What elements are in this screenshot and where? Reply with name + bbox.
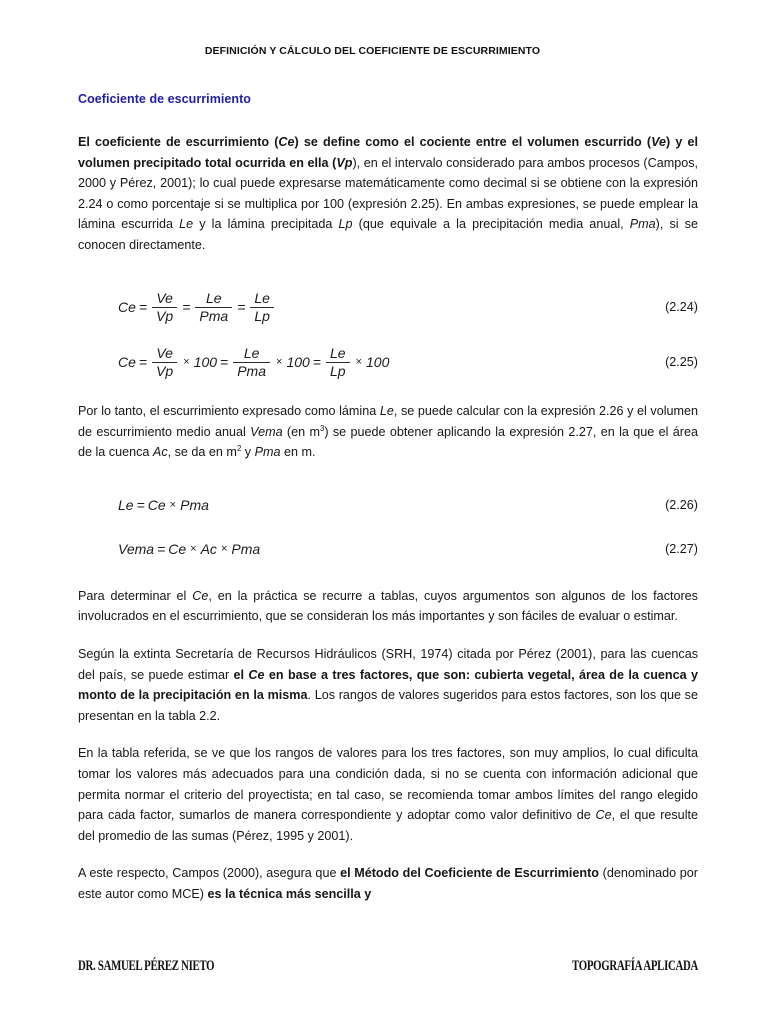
text-run: ) y el volumen precipitado total ocurrida en ella ( <box>78 135 698 170</box>
text-run: ), en el intervalo considerado para ambos procesos (Campos, 2000 y Pérez, 2001); lo cual puede expresarse matemáticamente como decimal si se obtiene con la expresión 2.24 o como porcentaje si se multiplica por 100 (expresión 2.25). En ambas expresiones, se puede emplear la lámina escurrida <box>78 155 698 232</box>
multiply-sign: × <box>355 356 362 369</box>
text-run: Según la extinta Secretaría de Recursos Hidráulicos (SRH, 1974) citada por Pérez (2001), para las cuencas del país, se puede estimar <box>78 646 698 682</box>
text-run: ), si se conocen directamente. <box>78 217 698 252</box>
text-run: ) se define como el cociente entre el volumen escurrido ( <box>294 135 652 149</box>
paragraph-campos <box>78 863 698 904</box>
variable-ce: Ce <box>278 135 295 149</box>
footer-course: TOPOGRAFÍA APLICADA <box>571 958 698 974</box>
eq-sign: = <box>312 354 321 371</box>
fraction-ve-vp <box>152 291 177 324</box>
denominator: Vp <box>152 307 177 324</box>
text-run: Para determinar el <box>78 588 193 603</box>
eq-lhs: Le <box>118 496 134 513</box>
constant-100: 100 <box>366 354 390 371</box>
eq-term-ce: Ce <box>147 496 166 513</box>
variable-pma: Pma <box>254 445 281 460</box>
equation-2-24 <box>78 291 698 324</box>
running-header: DEFINICIÓN Y CÁLCULO DEL COEFICIENTE DE ESCURRIMIENTO <box>204 45 541 57</box>
eq-lhs: Vema <box>118 540 155 557</box>
eq-lhs: Ce <box>118 299 136 316</box>
text-run: A este respecto, Campos (2000), asegura que <box>78 866 341 881</box>
numerator: Le <box>329 344 346 361</box>
numerator: Le <box>206 289 222 306</box>
text-run: El coeficiente de escurrimiento ( <box>78 135 279 149</box>
spacer <box>78 524 698 534</box>
superscript-2: 2 <box>236 444 242 453</box>
equation-expression <box>118 291 276 324</box>
superscript-3: 3 <box>319 423 325 433</box>
bold-run: el Método del Coeficiente de Escurrimiento <box>340 866 600 881</box>
fraction-le-lp <box>326 346 350 379</box>
document-body <box>78 92 698 905</box>
text-run: Por lo tanto, el escurrimiento expresado como lámina <box>78 404 380 418</box>
text-run: , se puede calcular con la expresión 2.26 y el volumen de escurrimiento medio anual <box>78 404 698 439</box>
variable-le: Le <box>379 404 394 418</box>
text-run: (denominado por este autor como MCE) <box>78 866 699 901</box>
eq-sign: = <box>157 540 166 557</box>
text-run: el <box>233 667 249 682</box>
eq-lhs: Ce <box>118 354 136 371</box>
spacer <box>78 383 698 401</box>
variable-ce: Ce <box>595 808 612 823</box>
spacer <box>78 328 698 346</box>
text-run: ) se puede obtener aplicando la expresión 2.27, en la que el área de la cuenca <box>78 424 698 460</box>
paragraph-tablas <box>78 586 698 627</box>
variable-lp: Lp <box>338 217 353 232</box>
numerator: Ve <box>156 289 173 306</box>
variable-vema: Vema <box>250 424 283 439</box>
multiply-sign: × <box>190 542 197 555</box>
section-heading: Coeficiente de escurrimiento <box>78 92 251 106</box>
eq-sign: = <box>138 354 148 371</box>
text-run: (en m <box>282 424 320 439</box>
equation-number: (2.24) <box>665 300 698 315</box>
text-run: En la tabla referida, se ve que los rangos de valores para los tres factores, son muy amplios, lo cual dificulta tomar los valores más adecuados para una condición dada, si no se cuenta con información adicional que permita normar el criterio del proyectista; en tal caso, se recomienda tomar ambos límites del rango elegido para cada factor, sumarlos de manera correspondiente y adoptar como valor definitivo de <box>78 746 698 823</box>
equation-number: (2.25) <box>665 355 698 370</box>
text-run: (que equivale a la precipitación media anual, <box>352 217 630 232</box>
variable-ve: Ve <box>651 135 666 149</box>
paragraph-lamina <box>78 401 698 463</box>
equation-number: (2.27) <box>665 541 698 556</box>
variable-le: Le <box>179 217 194 232</box>
equation-2-26 <box>78 490 698 520</box>
fraction-le-lp <box>250 291 274 324</box>
text-run: , en la práctica se recurre a tablas, cuyos argumentos son algunos de los factores involucrados en el escurrimiento, que se consideran los más importantes y son fáciles de evaluar o estimar. <box>78 588 698 624</box>
multiply-sign: × <box>169 498 177 511</box>
fraction-ve-vp <box>152 346 177 379</box>
text-run: . Los rangos de valores sugeridos para estos factores, son los que se presentan en la tabla 2.2. <box>78 688 698 723</box>
denominator: Vp <box>152 362 177 379</box>
spacer <box>78 480 698 490</box>
multiply-sign: × <box>183 356 190 369</box>
spacer <box>78 273 698 291</box>
denominator: Pma <box>195 307 232 324</box>
numerator: Le <box>254 289 270 306</box>
equation-expression <box>118 346 389 379</box>
fraction-le-pma <box>233 346 270 379</box>
constant-100: 100 <box>286 354 310 371</box>
equation-2-25 <box>78 346 698 379</box>
denominator: Lp <box>250 307 274 324</box>
eq-term-pma: Pma <box>180 496 209 513</box>
equation-expression <box>118 541 260 557</box>
numerator: Le <box>243 344 260 361</box>
text-run: y la lámina precipitada <box>193 217 339 232</box>
paragraph-definition <box>78 132 698 256</box>
variable-ce: Ce <box>248 667 265 682</box>
multiply-sign: × <box>276 356 283 369</box>
bold-run: es la técnica más sencilla y <box>207 886 372 901</box>
text-run: y <box>241 445 255 460</box>
eq-term-ac: Ac <box>200 540 217 557</box>
variable-ac: Ac <box>152 445 168 460</box>
paragraph-srh <box>78 644 698 726</box>
fraction-le-pma <box>195 291 232 324</box>
paragraph-rangos <box>78 743 698 846</box>
text-run: en m. <box>280 445 316 460</box>
text-run: , se da en m <box>167 445 237 460</box>
variable-pma: Pma <box>629 217 656 232</box>
eq-term-pma: Pma <box>231 540 261 557</box>
variable-vp: Vp <box>336 155 353 170</box>
denominator: Pma <box>233 362 270 379</box>
denominator: Lp <box>326 362 350 379</box>
equation-expression <box>118 497 209 513</box>
numerator: Ve <box>156 344 173 361</box>
spacer <box>78 568 698 586</box>
multiply-sign: × <box>220 542 228 555</box>
equation-2-27 <box>78 534 698 564</box>
eq-term-ce: Ce <box>168 540 187 557</box>
equation-number: (2.26) <box>665 497 698 512</box>
variable-ce: Ce <box>192 588 209 603</box>
text-run: en base a tres factores, que son: cubierta vegetal, área de la cuenca y monto de la precipitación en la misma <box>78 667 699 703</box>
eq-sign: = <box>182 299 191 316</box>
page-footer <box>78 958 698 975</box>
eq-sign: = <box>220 354 229 371</box>
footer-author: DR. SAMUEL PÉREZ NIETO <box>78 958 215 974</box>
eq-sign: = <box>136 496 145 513</box>
eq-sign: = <box>138 299 148 316</box>
constant-100: 100 <box>193 354 218 371</box>
eq-sign: = <box>237 299 246 316</box>
text-run: , el que resulte del promedio de las sumas (Pérez, 1995 y 2001). <box>78 808 698 843</box>
